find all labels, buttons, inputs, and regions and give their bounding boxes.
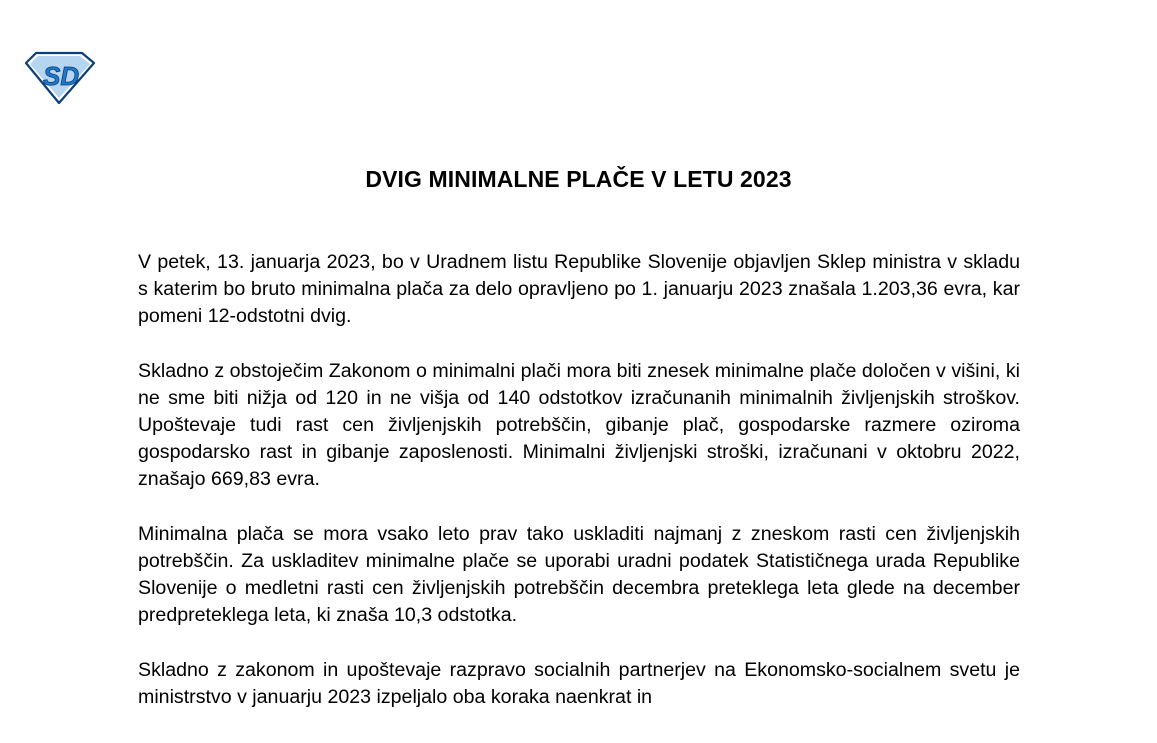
logo [22, 49, 96, 105]
paragraph-2: Skladno z obstoječim Zakonom o minimalni plači mora biti znesek minimalne plače določen v višini, ki ne sme biti nižja od 120 in ne višja od 140 odstotkov izračunanih minimalnih življenjskih stroškov. Upoštevaje tudi rast cen življenjskih potrebščin, gibanje plač, gospodarske razmere oziroma gospodarsko rast in gibanje zaposlenosti. Minimalni življenjski stroški, izračunani v oktobru 2022, znašajo 669,83 evra. [138, 360, 1020, 490]
paragraph-1: V petek, 13. januarja 2023, bo v Uradnem listu Republike Slovenije objavljen Sklep ministra v skladu s katerim bo bruto minimalna plača za delo opravljeno po 1. januarju 2023 znašala 1.203,36 evra, kar pomeni 12-odstotni dvig. [138, 251, 1020, 327]
paragraph-3: Minimalna plača se mora vsako leto prav tako uskladiti najmanj z zneskom rasti cen življenjskih potrebščin. Za uskladitev minimalne plače se uporabi uradni podatek Statističnega urada Republike Slovenije o medletni rasti cen življenjskih potrebščin decembra preteklega leta glede na december predpreteklega leta, ki znaša 10,3 odstotka. [138, 523, 1020, 626]
logo-letters: SD [43, 61, 80, 91]
document-title: DVIG MINIMALNE PLAČE V LETU 2023 [365, 166, 792, 192]
shield-logo-icon [22, 49, 96, 105]
document-body [138, 249, 1020, 739]
paragraph-4: Skladno z zakonom in upoštevaje razpravo socialnih partnerjev na Ekonomsko-socialnem svetu je ministrstvo v januarju 2023 izpeljalo oba koraka naenkrat in [138, 659, 1020, 708]
